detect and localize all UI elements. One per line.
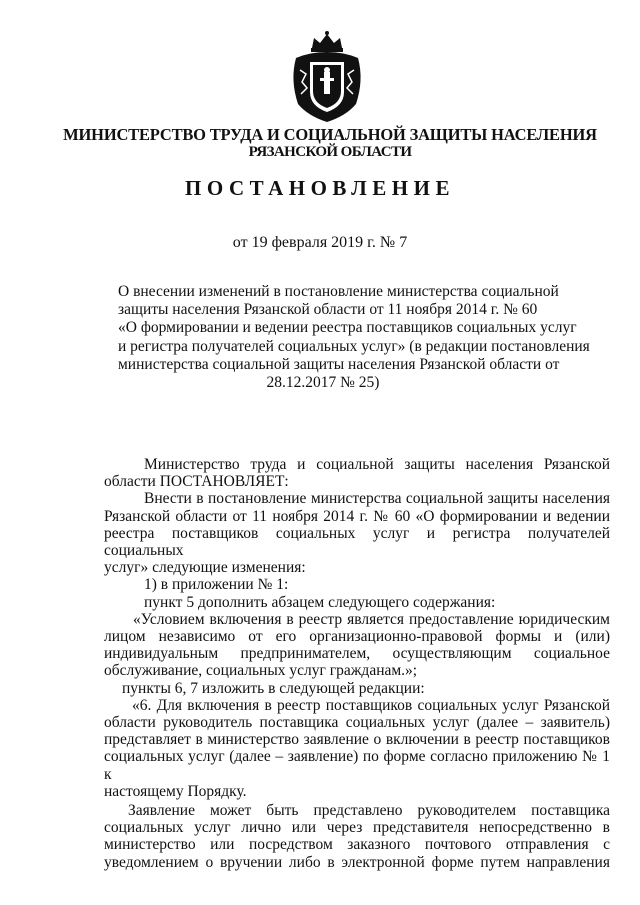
body-line: «6. Для включения в реестр поставщиков социальных услуг Рязанской	[132, 696, 610, 714]
body-line: социальных услуг лично или через представителя непосредственно в	[104, 819, 610, 837]
body-line: министерство или посредством заказного почтового отправления с	[104, 836, 610, 854]
subject-line: О внесении изменений в постановление министерства социальной	[118, 283, 559, 300]
body-line: индивидуальным предпринимателем, осуществляющим социальное	[104, 645, 610, 663]
body-line: пункты 6, 7 изложить в следующей редакции:	[122, 679, 425, 697]
body-line: «Условием включения в реестр является предоставление юридическим	[133, 610, 610, 628]
body-line: пункт 5 дополнить абзацем следующего содержания:	[144, 593, 496, 611]
body-line: уведомлением о вручении либо в электронной форме путем направления	[104, 853, 610, 871]
body-line: области руководитель поставщика социальных услуг (далее – заявитель)	[104, 714, 610, 732]
body-line: Внести в постановление министерства социальной защиты населения	[144, 490, 610, 508]
body-line: Рязанской области от 11 ноября 2014 г. № 60 «О формировании и ведении	[104, 507, 610, 525]
subject-line: министерства социальной защиты населения Рязанской области от	[118, 355, 560, 373]
body-line: обслуживание, социальных услуг гражданам.»;	[104, 662, 418, 680]
body-line: 1) в приложении № 1:	[144, 576, 289, 594]
ministry-name-line1: МИНИСТЕРСТВО ТРУДА И СОЦИАЛЬНОЙ ЗАЩИТЫ НАСЕЛЕНИЯ	[63, 125, 597, 144]
body-line: настоящему Порядку.	[104, 782, 247, 800]
decree-title: ПОСТАНОВЛЕНИЕ	[185, 176, 455, 200]
decree-date-number: от 19 февраля 2019 г. № 7	[232, 234, 408, 251]
body-line: реестра поставщиков социальных услуг и регистра получателей социальных	[104, 524, 610, 560]
body-line: Министерство труда и социальной защиты населения Рязанской	[144, 456, 610, 473]
subject-line: защиты населения Рязанской области от 11 ноября 2014 г. № 60	[118, 301, 538, 319]
coat-of-arms-icon	[288, 30, 366, 124]
subject-line: «О формировании и ведении реестра поставщиков социальных услуг	[118, 319, 577, 337]
ministry-name-line2: РЯЗАНСКОЙ ОБЛАСТИ	[248, 144, 412, 160]
body-line: области ПОСТАНОВЛЯЕТ:	[104, 473, 289, 491]
body-line: представляет в министерство заявление о включении в реестр поставщиков	[104, 731, 610, 749]
decree-body	[104, 456, 610, 871]
body-line: лицом независимо от его организационно-правовой формы и (или)	[104, 628, 610, 646]
subject-line: 28.12.2017 № 25)	[266, 374, 380, 392]
body-line: Заявление может быть представлено руководителем поставщика	[128, 802, 610, 820]
body-line: услуг» следующие изменения:	[104, 559, 306, 577]
subject-line: и регистра получателей социальных услуг» (в редакции постановления	[118, 337, 590, 355]
body-line: социальных услуг (далее – заявление) по форме согласно приложению № 1 к	[104, 748, 610, 783]
decree-subject	[118, 283, 590, 392]
